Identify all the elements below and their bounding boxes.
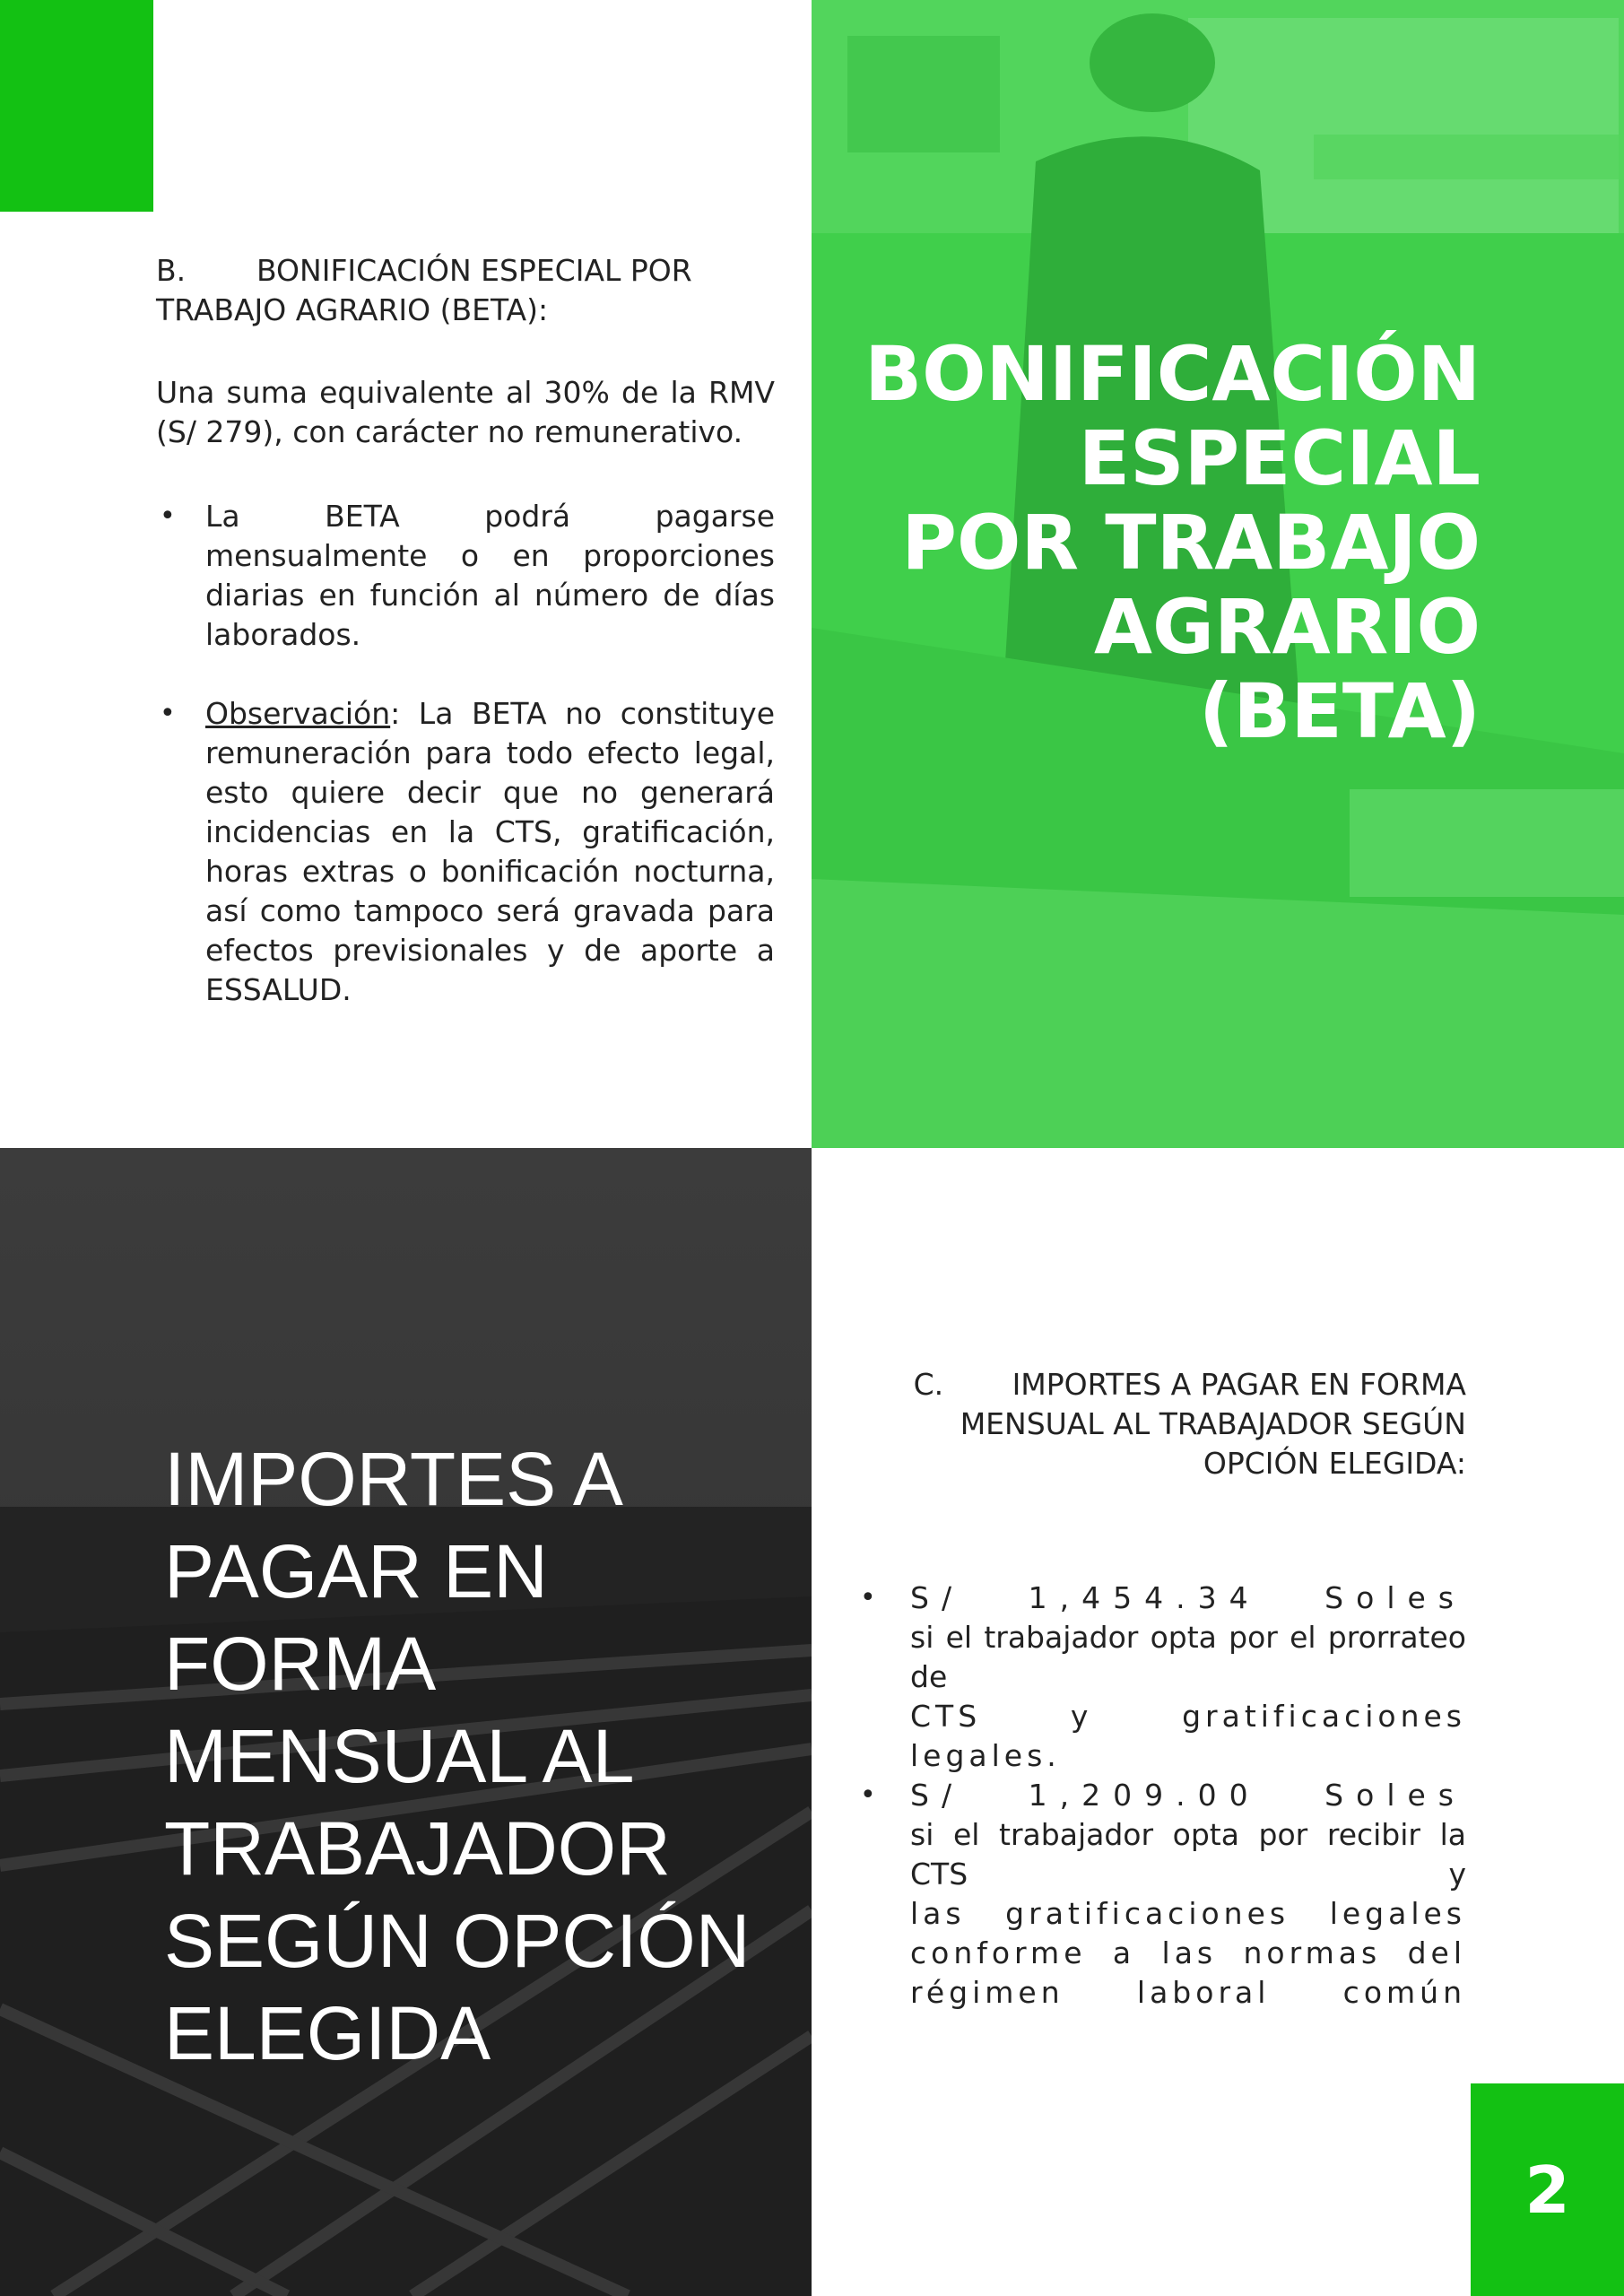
section-b-intro: Una suma equivalente al 30% de la RMV (S/ 279), con carácter no remunerativo. <box>156 375 775 449</box>
section-b-letter: B. <box>156 253 187 288</box>
page-number: 2 <box>1471 2083 1624 2296</box>
list-item <box>156 497 775 655</box>
observation-label: Observación <box>205 696 391 731</box>
section-b-heading <box>156 251 775 330</box>
dark-panel-title: IMPORTES A PAGAR EN FORMA MENSUAL AL TRABAJADOR SEGÚN OPCIÓN ELEGIDA <box>164 1437 751 2075</box>
bullet-icon: • <box>860 1582 876 1613</box>
bullet-text: : La BETA no constituye remuneración para todo efecto legal, esto quiere decir que no generará incidencias en la CTS, gratificación, horas extras o bonificación nocturna, así como tampoco será gravada para efectos previsionales y de aporte a ESSALUD. <box>205 696 775 1007</box>
section-c-bullets <box>856 1578 1466 2013</box>
dark-photo-panel <box>0 1148 812 2296</box>
amount-text: S/ 1,454.34 Soles <box>910 1580 1466 1615</box>
bullet-icon: • <box>160 698 176 729</box>
section-c-heading-line1: IMPORTES A PAGAR EN FORMA <box>1012 1367 1466 1402</box>
section-c-heading <box>888 1365 1466 1483</box>
green-panel-title: BONIFICACIÓN ESPECIAL POR TRABAJO AGRARIO (BETA) <box>864 330 1481 755</box>
green-photo-panel <box>812 0 1624 1148</box>
bullet-text: si el trabajador opta por recibir la CTS y <box>910 1817 1466 1892</box>
bullet-text: si el trabajador opta por el prorrateo de <box>910 1620 1466 1694</box>
bullet-text: régimen laboral común <box>910 1975 1466 2010</box>
amount-text: S/ 1,209.00 Soles <box>910 1778 1466 1813</box>
bullet-icon: • <box>860 1779 876 1811</box>
list-item <box>156 694 775 1010</box>
section-b-heading-line2: TRABAJO AGRARIO (BETA): <box>156 292 549 327</box>
corner-decor-square <box>0 0 153 212</box>
section-b-bullets <box>156 497 775 1010</box>
bullet-text: La BETA podrá pagarse mensualmente o en proporciones diarias en función al número de días laborados. <box>205 499 775 652</box>
section-c-letter: C. <box>913 1367 944 1402</box>
section-c <box>856 1578 1466 2013</box>
bullet-text: las gratificaciones legales <box>910 1896 1466 1931</box>
section-c-heading-line2: MENSUAL AL TRABAJADOR SEGÚN <box>960 1406 1466 1441</box>
list-item <box>856 1776 1466 2013</box>
bullet-text: CTS y gratificaciones legales. <box>910 1699 1466 1773</box>
bullet-text: conforme a las normas del <box>910 1935 1466 1970</box>
list-item <box>856 1578 1466 1776</box>
section-c-heading-line3: OPCIÓN ELEGIDA: <box>1203 1446 1466 1481</box>
bullet-icon: • <box>160 500 176 532</box>
section-b <box>156 251 775 1049</box>
section-b-heading-line1: BONIFICACIÓN ESPECIAL POR <box>256 253 692 288</box>
